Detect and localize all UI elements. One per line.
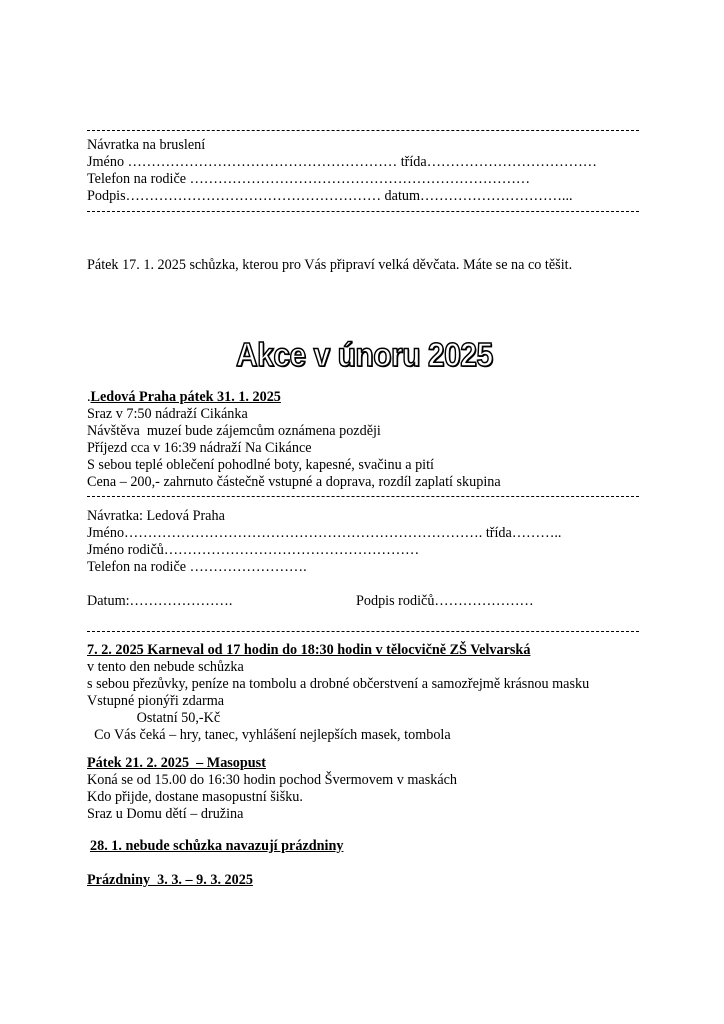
ledova-praha-line: Sraz v 7:50 nádraží Cikánka xyxy=(87,406,248,422)
return-slip-skating-sign-line: Podpis……………………………………………… datum…………………………... xyxy=(87,188,573,204)
no-meeting-notice: 28. 1. nebude schůzka navazují prázdniny xyxy=(90,838,344,854)
return-slip-praha-parent-sign: Podpis rodičů………………… xyxy=(356,593,534,609)
ledova-praha-line: S sebou teplé oblečení pohodlné boty, kapesné, svačinu a pití xyxy=(87,457,434,473)
karneval-line: Ostatní 50,-Kč xyxy=(87,710,221,726)
dashed-separator xyxy=(87,211,639,212)
karneval-heading: 7. 2. 2025 Karneval od 17 hodin do 18:30 hodin v tělocvičně ZŠ Velvarská xyxy=(87,642,531,658)
karneval-line: v tento den nebude schůzka xyxy=(87,659,244,675)
return-slip-praha-phone-line: Telefon na rodiče ……………………. xyxy=(87,559,307,575)
karneval-line: Vstupné pionýři zdarma xyxy=(87,693,225,709)
meeting-note: Pátek 17. 1. 2025 schůzka, kterou pro Vás připraví velká děvčata. Máte se na co těšit. xyxy=(87,257,573,273)
ledova-praha-heading: Ledová Praha pátek 31. 1. 2025 xyxy=(90,389,281,405)
ledova-praha-heading-line xyxy=(87,389,281,406)
karneval-line: s sebou přezůvky, peníze na tombolu a drobné občerstvení a samozřejmě krásnou masku xyxy=(87,676,590,692)
return-slip-skating-phone-line: Telefon na rodiče ……………………………………………………………… xyxy=(87,171,531,187)
holidays-notice: Prázdniny 3. 3. – 9. 3. 2025 xyxy=(87,872,253,888)
karneval-line: Co Vás čeká – hry, tanec, vyhlášení nejlepších masek, tombola xyxy=(87,727,451,743)
events-title: Akce v únoru 2025 xyxy=(236,337,493,374)
masopust-line: Koná se od 15.00 do 16:30 hodin pochod Švermovem v maskách xyxy=(87,772,458,788)
return-slip-praha-title: Návratka: Ledová Praha xyxy=(87,508,225,524)
dashed-separator xyxy=(87,631,639,632)
ledova-praha-line: Návštěva muzeí bude zájemcům oznámena později xyxy=(87,423,381,439)
masopust-line: Kdo přijde, dostane masopustní šišku. xyxy=(87,789,303,805)
dashed-separator xyxy=(87,496,639,497)
ledova-praha-prefix: . xyxy=(87,389,91,405)
masopust-heading: Pátek 21. 2. 2025 – Masopust xyxy=(87,755,266,771)
ledova-praha-line: Příjezd cca v 16:39 nádraží Na Cikánce xyxy=(87,440,312,456)
dashed-separator xyxy=(87,130,639,131)
return-slip-praha-date: Datum:…………………. xyxy=(87,593,233,609)
return-slip-praha-parent-name-line: Jméno rodičů……………………………………………… xyxy=(87,542,420,558)
masopust-line: Sraz u Domu dětí – družina xyxy=(87,806,244,822)
ledova-praha-line: Cena – 200,- zahrnuto částečně vstupné a doprava, rozdíl zaplatí skupina xyxy=(87,474,501,490)
return-slip-skating-title: Návratka na bruslení xyxy=(87,137,206,153)
return-slip-skating-name-line: Jméno ………………………………………………… třída……………………………… xyxy=(87,154,597,170)
return-slip-praha-name-line: Jméno…………………………………………………………………. třída……….. xyxy=(87,525,562,541)
